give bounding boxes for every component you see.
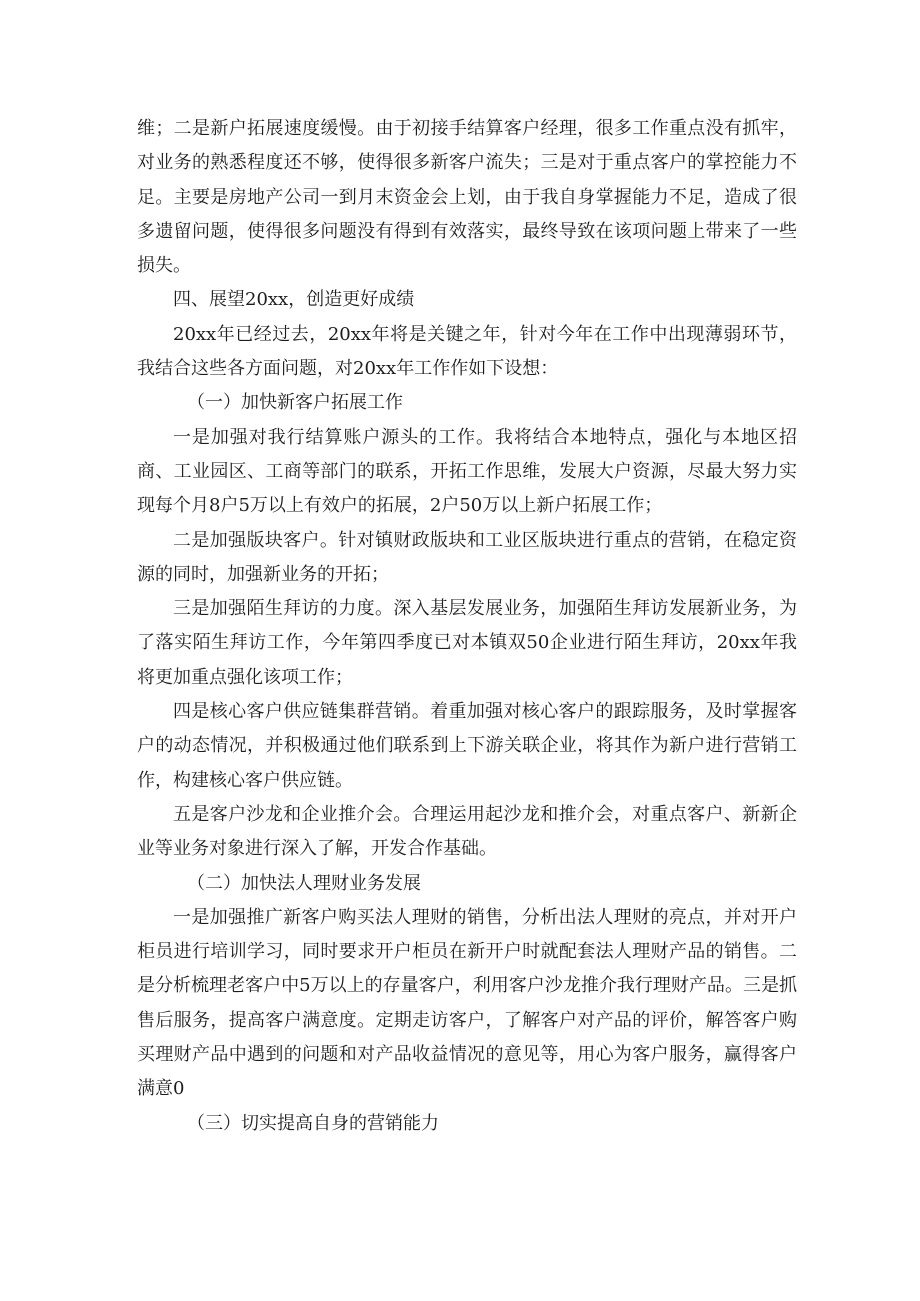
paragraph-1-5: 五是客户沙龙和企业推介会。合理运用起沙龙和推介会，对重点客户、新新企业等业务对象进行深入了解，开发合作基础。 xyxy=(137,803,797,860)
subheading-1: （一）加快新客户拓展工作 xyxy=(187,392,403,414)
paragraph-2-1: 一是加强推广新客户购买法人理财的销售，分析出法人理财的亮点，并对开户柜员进行培训学习，同时要求开户柜员在新开户时就配套法人理财产品的销售。二是分析梳理老客户中5万以上的存量客户，利用客户沙龙推介我行理财产品。三是抓售后服务，提高客户满意度。定期走访客户，了解客户对产品的评价，解答客户购买理财产品中遇到的问题和对产品收益情况的意见等，用心为客户服务，赢得客户满意0 xyxy=(137,906,797,1100)
paragraph-1-4: 四是核心客户供应链集群营销。着重加强对核心客户的跟踪服务，及时掌握客户的动态情况，并积极通过他们联系到上下游关联企业，将其作为新户进行营销工作，构建核心客户供应链。 xyxy=(137,701,797,791)
subheading-2: （二）加快法人理财业务发展 xyxy=(187,872,421,894)
section-heading-4: 四、展望20xx，创造更好成绩 xyxy=(173,289,415,311)
paragraph-1-2: 二是加强版块客户。针对镇财政版块和工业区版块进行重点的营销，在稳定资源的同时，加强新业务的开拓； xyxy=(137,529,797,585)
subheading-3: （三）切实提高自身的营销能力 xyxy=(187,1112,439,1134)
paragraph-intro: 20xx年已经过去，20xx年将是关键之年，针对今年在工作中出现薄弱环节，我结合这些各方面问题，对20xx年工作作如下设想： xyxy=(137,323,797,380)
paragraph-1-3: 三是加强陌生拜访的力度。深入基层发展业务，加强陌生拜访发展新业务，为了落实陌生拜访工作，今年第四季度已对本镇双50企业进行陌生拜访，20xx年我将更加重点强化该项工作； xyxy=(137,598,797,688)
document-body xyxy=(137,112,797,1141)
paragraph-1-1: 一是加强对我行结算账户源头的工作。我将结合本地特点，强化与本地区招商、工业园区、工商等部门的联系，开拓工作思维，发展大户资源，尽最大努力实现每个月8户5万以上有效户的拓展，2户50万以上新户拓展工作； xyxy=(137,426,797,517)
paragraph-continuation: 维；二是新户拓展速度缓慢。由于初接手结算客户经理，很多工作重点没有抓牢，对业务的熟悉程度还不够，使得很多新客户流失；三是对于重点客户的掌控能力不足。主要是房地产公司一到月末资金会上划，由于我自身掌握能力不足，造成了很多遗留问题，使得很多问题没有得到有效落实，最终导致在该项问题上带来了一些损失。 xyxy=(137,118,797,277)
